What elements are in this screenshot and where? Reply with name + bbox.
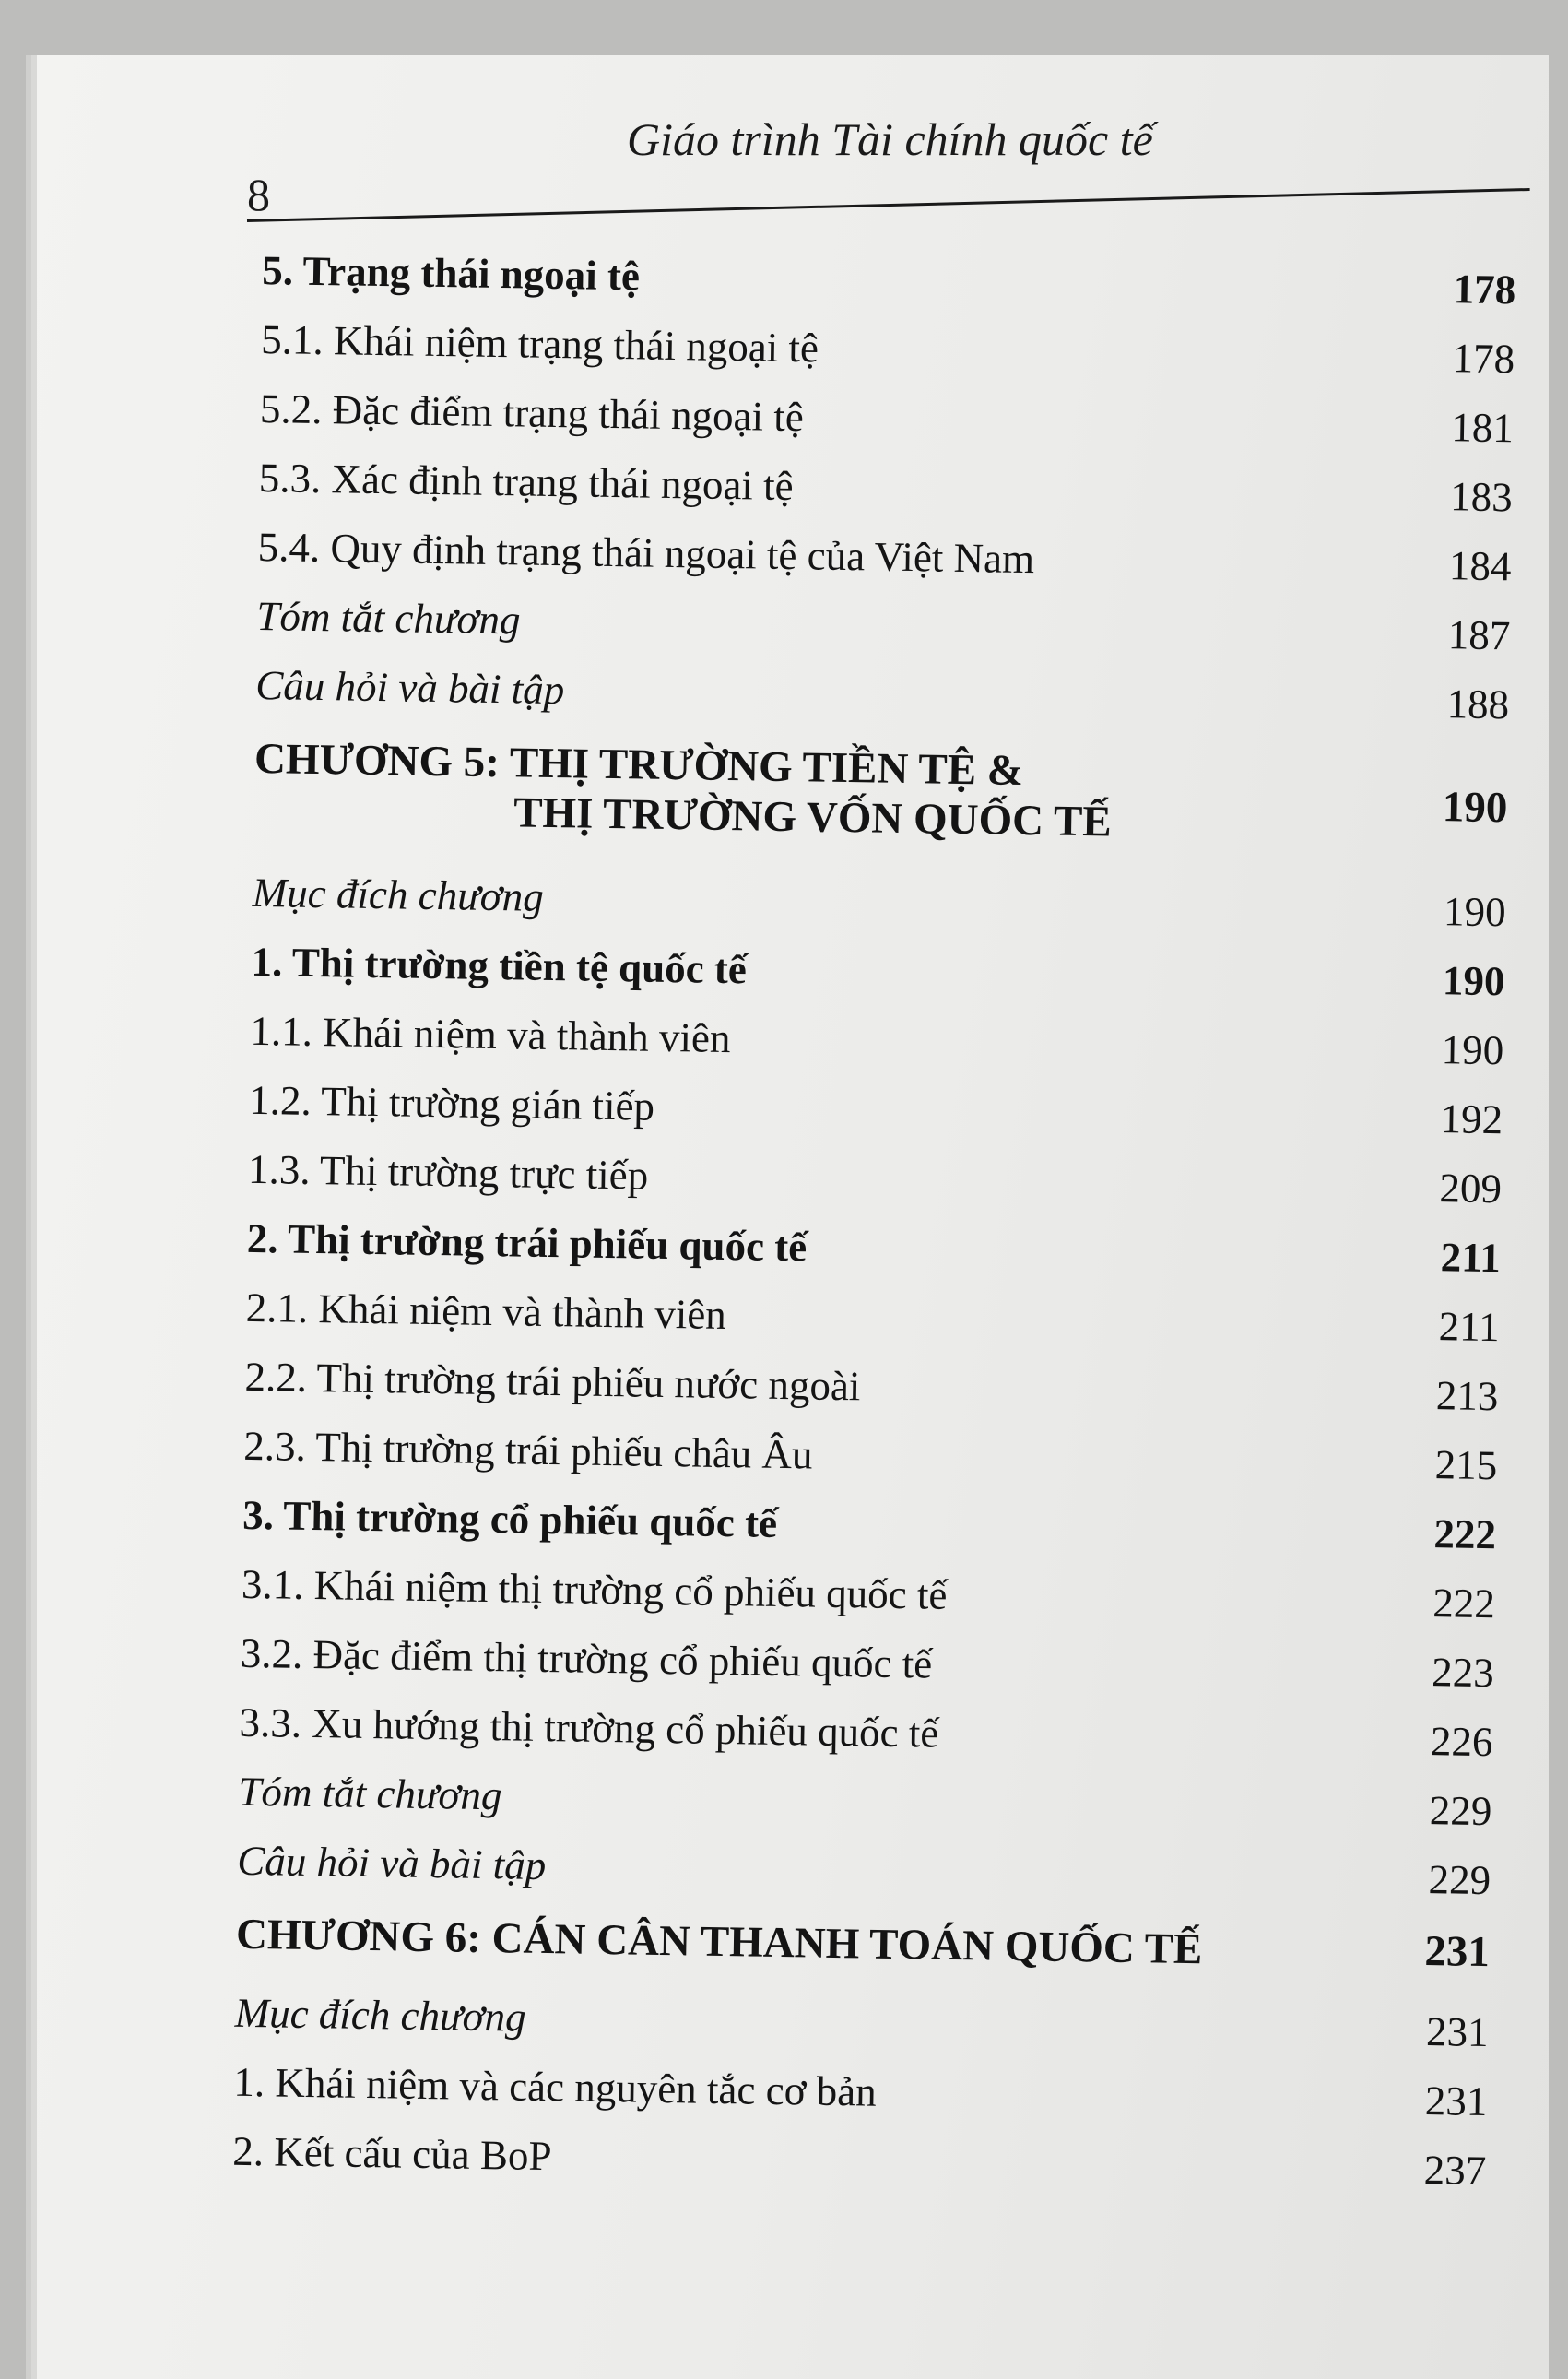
toc-entry-title: 1. Thị trường tiền tệ quốc tế [251,938,748,993]
toc-entry-title: 3.1. Khái niệm thị trường cổ phiếu quốc tế [241,1560,948,1618]
toc-entry-title: Tóm tắt chương [238,1768,502,1819]
toc-entry-page: 192 [1440,1095,1503,1143]
toc-entry-page: 184 [1448,542,1512,590]
toc-entry-title: Mục đích chương [234,1989,527,2041]
toc-entry-page: 188 [1446,681,1510,728]
chapter-title-line-1: CHƯƠNG 5: THỊ TRƯỜNG TIỀN TỆ & [253,734,1024,796]
toc-entry-title: 5.2. Đặc điểm trạng thái ngoại tệ [259,385,805,441]
toc-entry-title: 3.2. Đặc điểm thị trường cổ phiếu quốc tế [240,1629,933,1687]
toc-entry-page: 222 [1433,1510,1497,1558]
toc-entry-title: 2. Thị trường trái phiếu quốc tế [246,1214,808,1271]
page-number: 8 [247,169,270,220]
toc-entry-page: 178 [1453,266,1516,314]
chapter-title-line-1: CHƯƠNG 6: CÁN CÂN THANH TOÁN QUỐC TẾ [235,1910,1203,1974]
toc-entry-page: 229 [1428,1856,1491,1904]
toc-entry-page: 190 [1443,888,1507,936]
toc-entry-page: 215 [1434,1441,1498,1489]
toc-entry-page: 187 [1447,611,1511,659]
toc-entry-title: 5.1. Khái niệm trạng thái ngoại tệ [260,315,819,372]
running-header: Giáo trình Tài chính quốc tế [627,113,1153,165]
toc-entry-page: 223 [1431,1649,1495,1697]
table-of-contents [232,235,1516,2205]
chapter-page: 190 [1442,783,1508,833]
toc-entry-title: 2.3. Thị trường trái phiếu châu Âu [242,1422,813,1478]
toc-entry-page: 229 [1429,1787,1492,1835]
toc-entry-page: 237 [1423,2147,1487,2195]
toc-entry-title: 1.1. Khái niệm và thành viên [250,1007,731,1062]
toc-entry-title: 5.4. Quy định trạng thái ngoại tệ của Việt Nam [257,523,1035,583]
toc-entry-page: 209 [1439,1165,1503,1213]
toc-entry-title: 1. Khái niệm và các nguyên tắc cơ bản [233,2058,878,2115]
toc-entry-title: 1.2. Thị trường gián tiếp [248,1076,655,1130]
toc-chapter-5 [253,719,1508,877]
toc-entry-page: 181 [1450,404,1515,452]
toc-entry-title: 2.2. Thị trường trái phiếu nước ngoài [244,1353,861,1410]
toc-entry-page: 211 [1438,1303,1500,1351]
toc-entry-title: 5.3. Xác định trạng thái ngoại tệ [258,454,795,510]
toc-entry-page: 222 [1432,1580,1496,1627]
toc-entry-title: Câu hỏi và bài tập [254,661,565,714]
toc-entry-page: 183 [1449,473,1514,521]
toc-entry-page: 178 [1452,335,1515,383]
toc-entry-title: 3. Thị trường cổ phiếu quốc tế [242,1491,778,1546]
toc-entry-page: 231 [1425,2008,1489,2056]
toc-entry-page: 190 [1442,957,1505,1005]
toc-entry-title: 2.1. Khái niệm và thành viên [245,1284,727,1339]
toc-entry-page: 190 [1441,1026,1504,1074]
chapter-title-line-2: THỊ TRƯỜNG VỐN QUỐC TẾ [513,788,1113,846]
toc-entry-title: 1.3. Thị trường trực tiếp [247,1145,649,1199]
toc-entry-title: Tóm tắt chương [256,592,521,644]
toc-entry-page: 211 [1440,1234,1502,1282]
toc-entry-title: 3.3. Xu hướng thị trường cổ phiếu quốc tế [239,1698,939,1757]
toc-entry-title: 2. Kết cấu của BoP [231,2127,552,2180]
chapter-page: 231 [1424,1927,1491,1977]
toc-entry-page: 226 [1430,1718,1493,1766]
toc-entry-title: Câu hỏi và bài tập [236,1837,547,1889]
toc-entry-title: Mục đích chương [252,869,545,920]
toc-entry-page: 213 [1435,1372,1499,1420]
toc-entry-title: 5. Trạng thái ngoại tệ [262,246,641,300]
toc-entry-page: 231 [1424,2077,1488,2125]
